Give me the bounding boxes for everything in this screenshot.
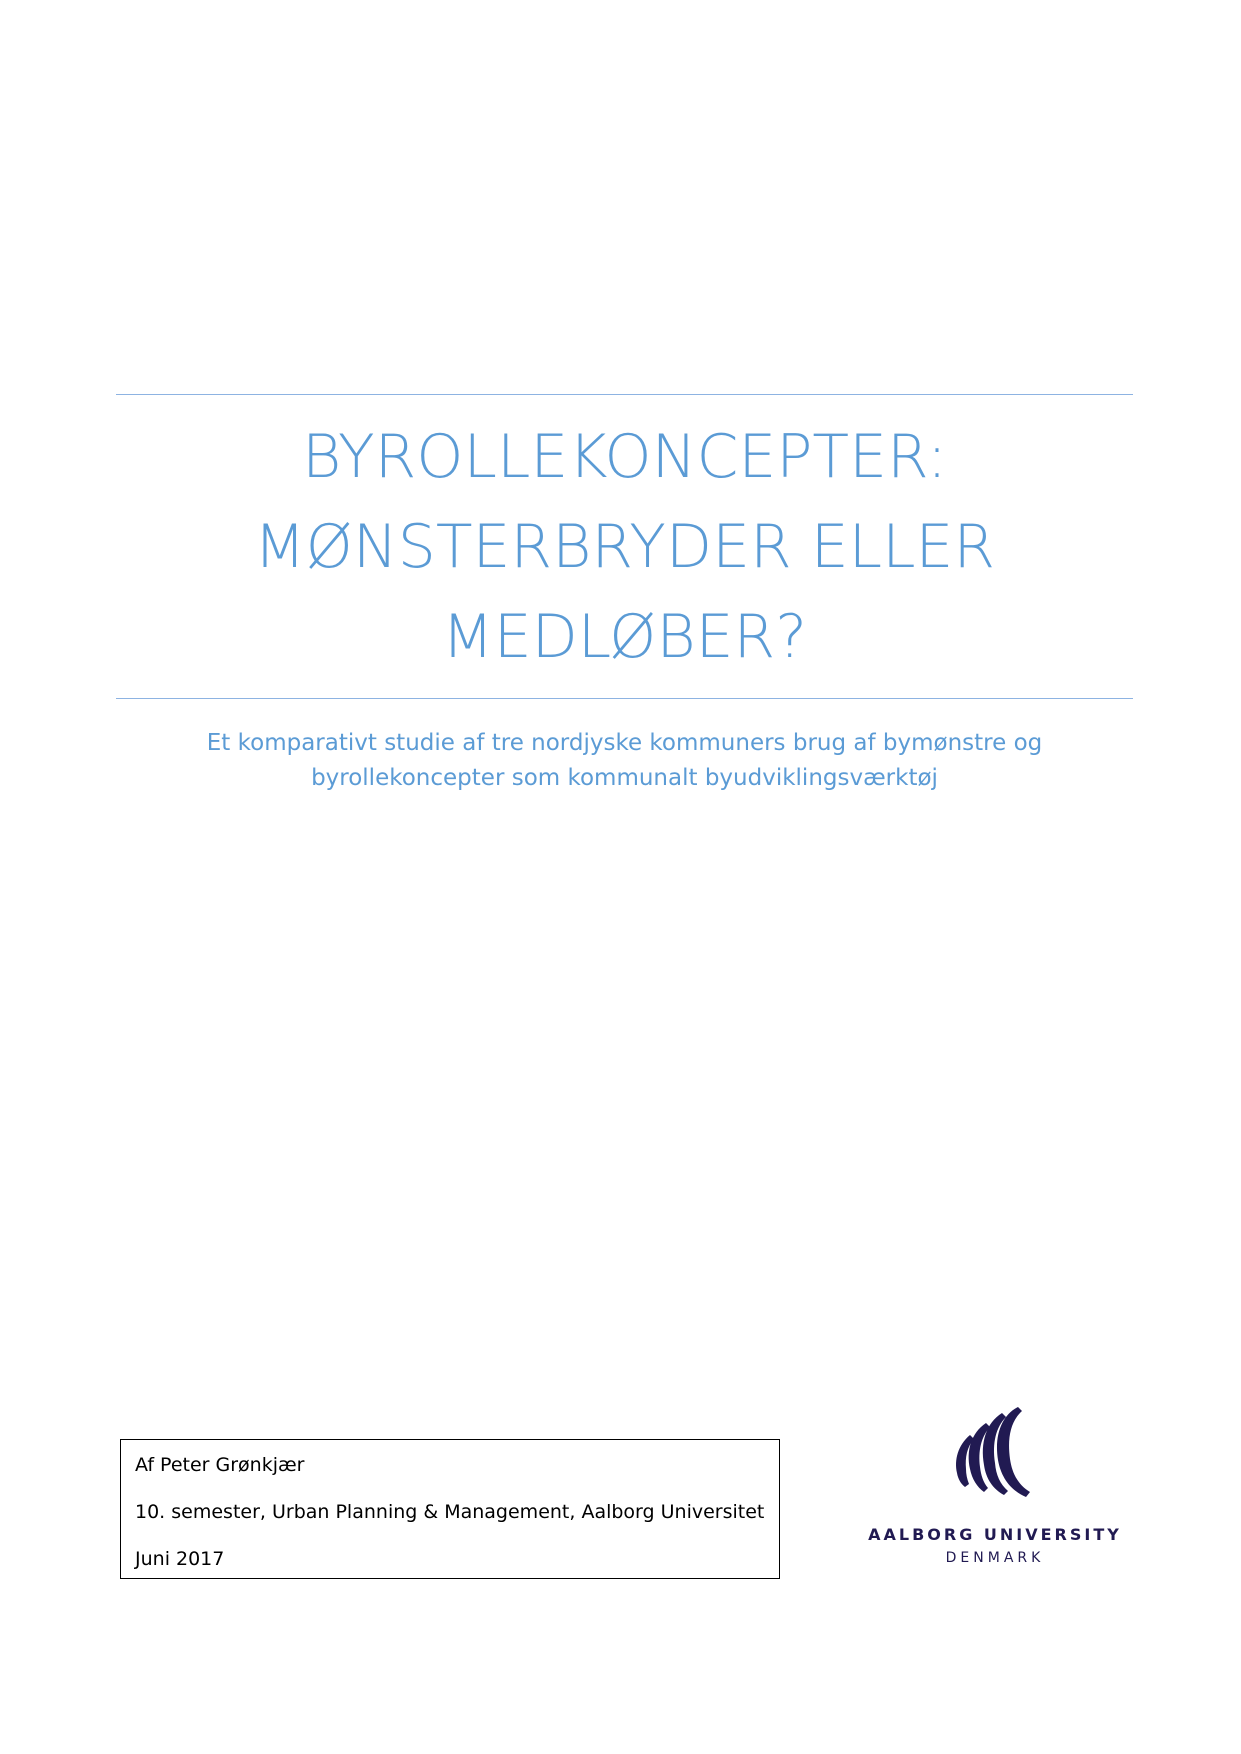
- title-line: MØNSTERBRYDER ELLER: [253, 512, 996, 582]
- document-subtitle: [116, 726, 1133, 796]
- university-wave-mark-icon: [940, 1405, 1040, 1505]
- university-logo: [860, 1405, 1130, 1570]
- title-line: MEDLØBER?: [441, 602, 808, 672]
- title-top-rule: [116, 394, 1133, 395]
- logo-country-name: DENMARK: [945, 1550, 1045, 1566]
- program-line: 10. semester, Urban Planning & Management, Aalborg Universitet: [135, 1501, 765, 1523]
- title-line: BYROLLEKONCEPTER:: [301, 422, 948, 492]
- title-bottom-rule: [116, 698, 1133, 699]
- date-line: Juni 2017: [135, 1548, 225, 1570]
- author-info-box: [120, 1439, 780, 1579]
- subtitle-line: byrollekoncepter som kommunalt byudviklingsværktøj: [311, 765, 938, 791]
- subtitle-line: Et komparativt studie af tre nordjyske kommuners brug af bymønstre og: [206, 730, 1043, 756]
- logo-university-name: AALBORG UNIVERSITY: [868, 1525, 1122, 1544]
- author-line: Af Peter Grønkjær: [135, 1454, 305, 1476]
- document-title: [116, 412, 1133, 682]
